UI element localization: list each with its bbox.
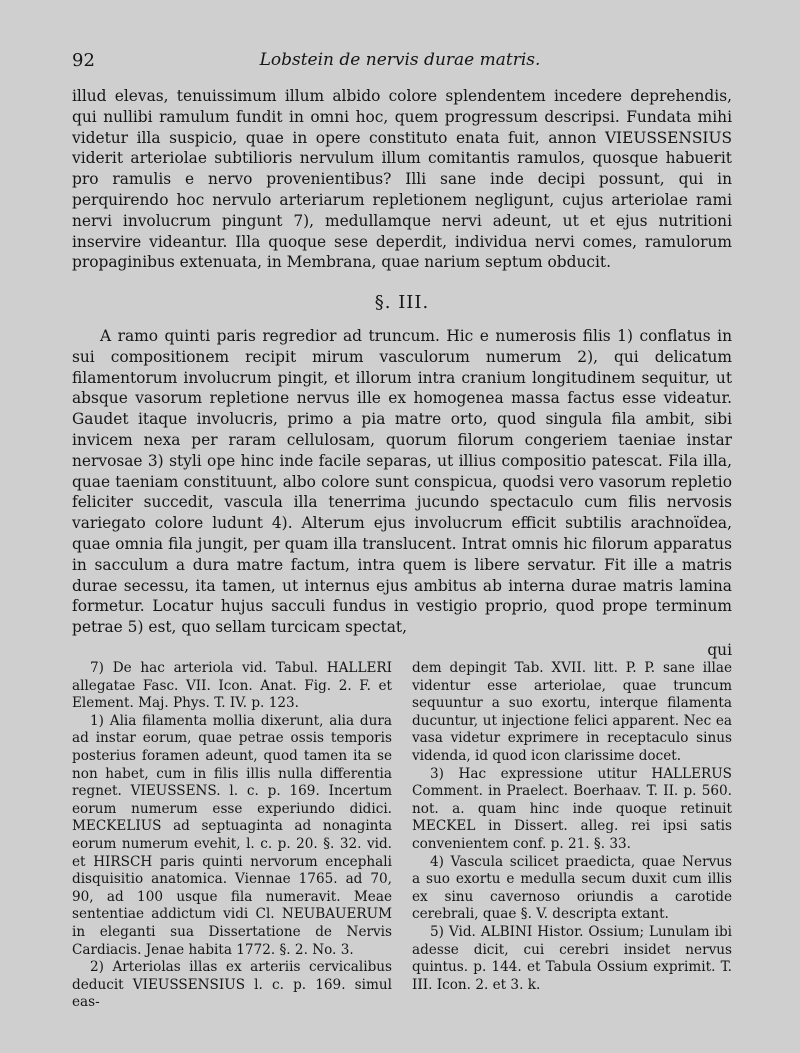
footnotes [72, 660, 732, 1012]
paragraph-continued: illud elevas, tenuissimum illum albido colore splendentem incedere deprehendis, qui nullibi ramulum fundit in omni hoc, quem progressum descripsi. Fundata mihi videtur illa suspicio, quae in opere constituto enata fuit, annon VIEUSSENSIUS viderit arteriolae subtilioris nervulum illum comitantis ramulos, quosque habuerit pro ramulis e nervo provenientibus? Illi sane inde decipi possunt, qui in perquirendo hoc nervulo arteriarum repletionem negligunt, cujus arteriolae rami nervi involucrum pingunt 7), medullamque nervi adeunt, ut et ejus nutritioni inservire videantur. Illa quoque sese deperdit, individua nervi comes, ramulorum propaginibus extenuata, in Membrana, quae narium septum obducit. [72, 87, 732, 272]
footnotes-right-column [412, 660, 732, 1012]
footnote: 4) Vascula scilicet praedicta, quae Nervus a suo exortu e medulla secum duxit cum illis ex sinu cavernoso oriundis a carotide cerebrali, quae §. V. descripta extant. [412, 853, 732, 923]
page-number: 92 [72, 50, 95, 71]
footnote: 1) Alia filamenta mollia dixerunt, alia dura ad instar eorum, quae petrae ossis temporis posterius foramen adeunt, quod tamen ita se non habet, cum in filis illis nulla differentia regnet. VIEUSSENS. l. c. p. 169. Incertum eorum numerum esse experiundo didici. MECKELIUS ad septuaginta ad nonaginta eorum numerum evehit, l. c. p. 20. §. 32. vid. et HIRSCH paris quinti nervorum encephali disquisitio anatomica. Viennae 1765. ad 70, 90, ad 100 usque fila numeravit. Meae sententiae addictum vidi Cl. NEUBAUERUM in eleganti sua Dissertatione de Nervis Cardiacis. Jenae habita 1772. §. 2. No. 3. [72, 712, 392, 958]
footnote: 2) Arteriolas illas ex arteriis cervicalibus deducit VIEUSSENSIUS l. c. p. 169. simul eas- [72, 959, 392, 1011]
footnote: dem depingit Tab. XVII. litt. P. P. sane illae videntur esse arteriolae, quae truncum sequuntur a suo exortu, interque filamenta ducuntur, ut injectione felici apparent. Nec ea vasa videtur exprimere in receptaculo sinus videnda, id quod icon clarissime docet. [412, 660, 732, 764]
running-title: Lobstein de nervis durae matris. [259, 50, 541, 70]
main-text [72, 86, 732, 661]
section-heading: §. III. [374, 292, 430, 314]
footnote: 5) Vid. ALBINI Histor. Ossium; Lunulam ibi adesse dicit, cui cerebri insidet nervus quintus. p. 144. et Tabula Ossium exprimit. T. III. Icon. 2. et 3. k. [412, 923, 732, 993]
catchword: qui [707, 640, 732, 659]
footnote: 3) Hac expressione utitur HALLERUS Comment. in Praelect. Boerhaav. T. II. p. 560. not. a. quam hinc inde quoque retinuit MECKEL in Dissert. alleg. rei ipsi satis convenientem conf. p. 21. §. 33. [412, 765, 732, 852]
footnotes-left-column [72, 660, 392, 1012]
paragraph-section: A ramo quinti paris regredior ad truncum. Hic e numerosis filis 1) conflatus in sui compositionem recipit mirum vasculorum numerum 2), qui delicatum filamentorum involucrum pingit, et illorum intra cranium longitudinem sequitur, ut absque vasorum repletione nervus ille ex homogenea massa factus esse videatur. Gaudet itaque involucris, primo a pia matre orto, quod singula fila ambit, sibi invicem nexa per raram cellulosam, quorum filorum congeriem taeniae instar nervosae 3) styli ope hinc inde facile separas, ut illius compositio patescat. Fila illa, quae taeniam constituunt, albo colore sunt conspicua, quodsi vero vasorum repletio feliciter succedit, vascula illa tenerrima jucundo spectaculo cum filis nervosis variegato colore ludunt 4). Alterum ejus involucrum efficit subtilis arachnoïdea, quae omnia fila jungit, per quam illa translucent. Intrat omnis hic filorum apparatus in sacculum a dura matre factum, intra quem is libere servatur. Fit ille a matris durae secessu, ita tamen, ut internus ejus ambitus ab interna durae matris lamina formetur. Locatur hujus sacculi fundus in vestigio proprio, quod prope terminum petrae 5) est, quo sellam turcicam spectat, [72, 326, 732, 637]
footnote: 7) De hac arteriola vid. Tabul. HALLERI allegatae Fasc. VII. Icon. Anat. Fig. 2. F. et Element. Maj. Phys. T. IV. p. 123. [72, 660, 392, 712]
page-header [72, 50, 728, 76]
